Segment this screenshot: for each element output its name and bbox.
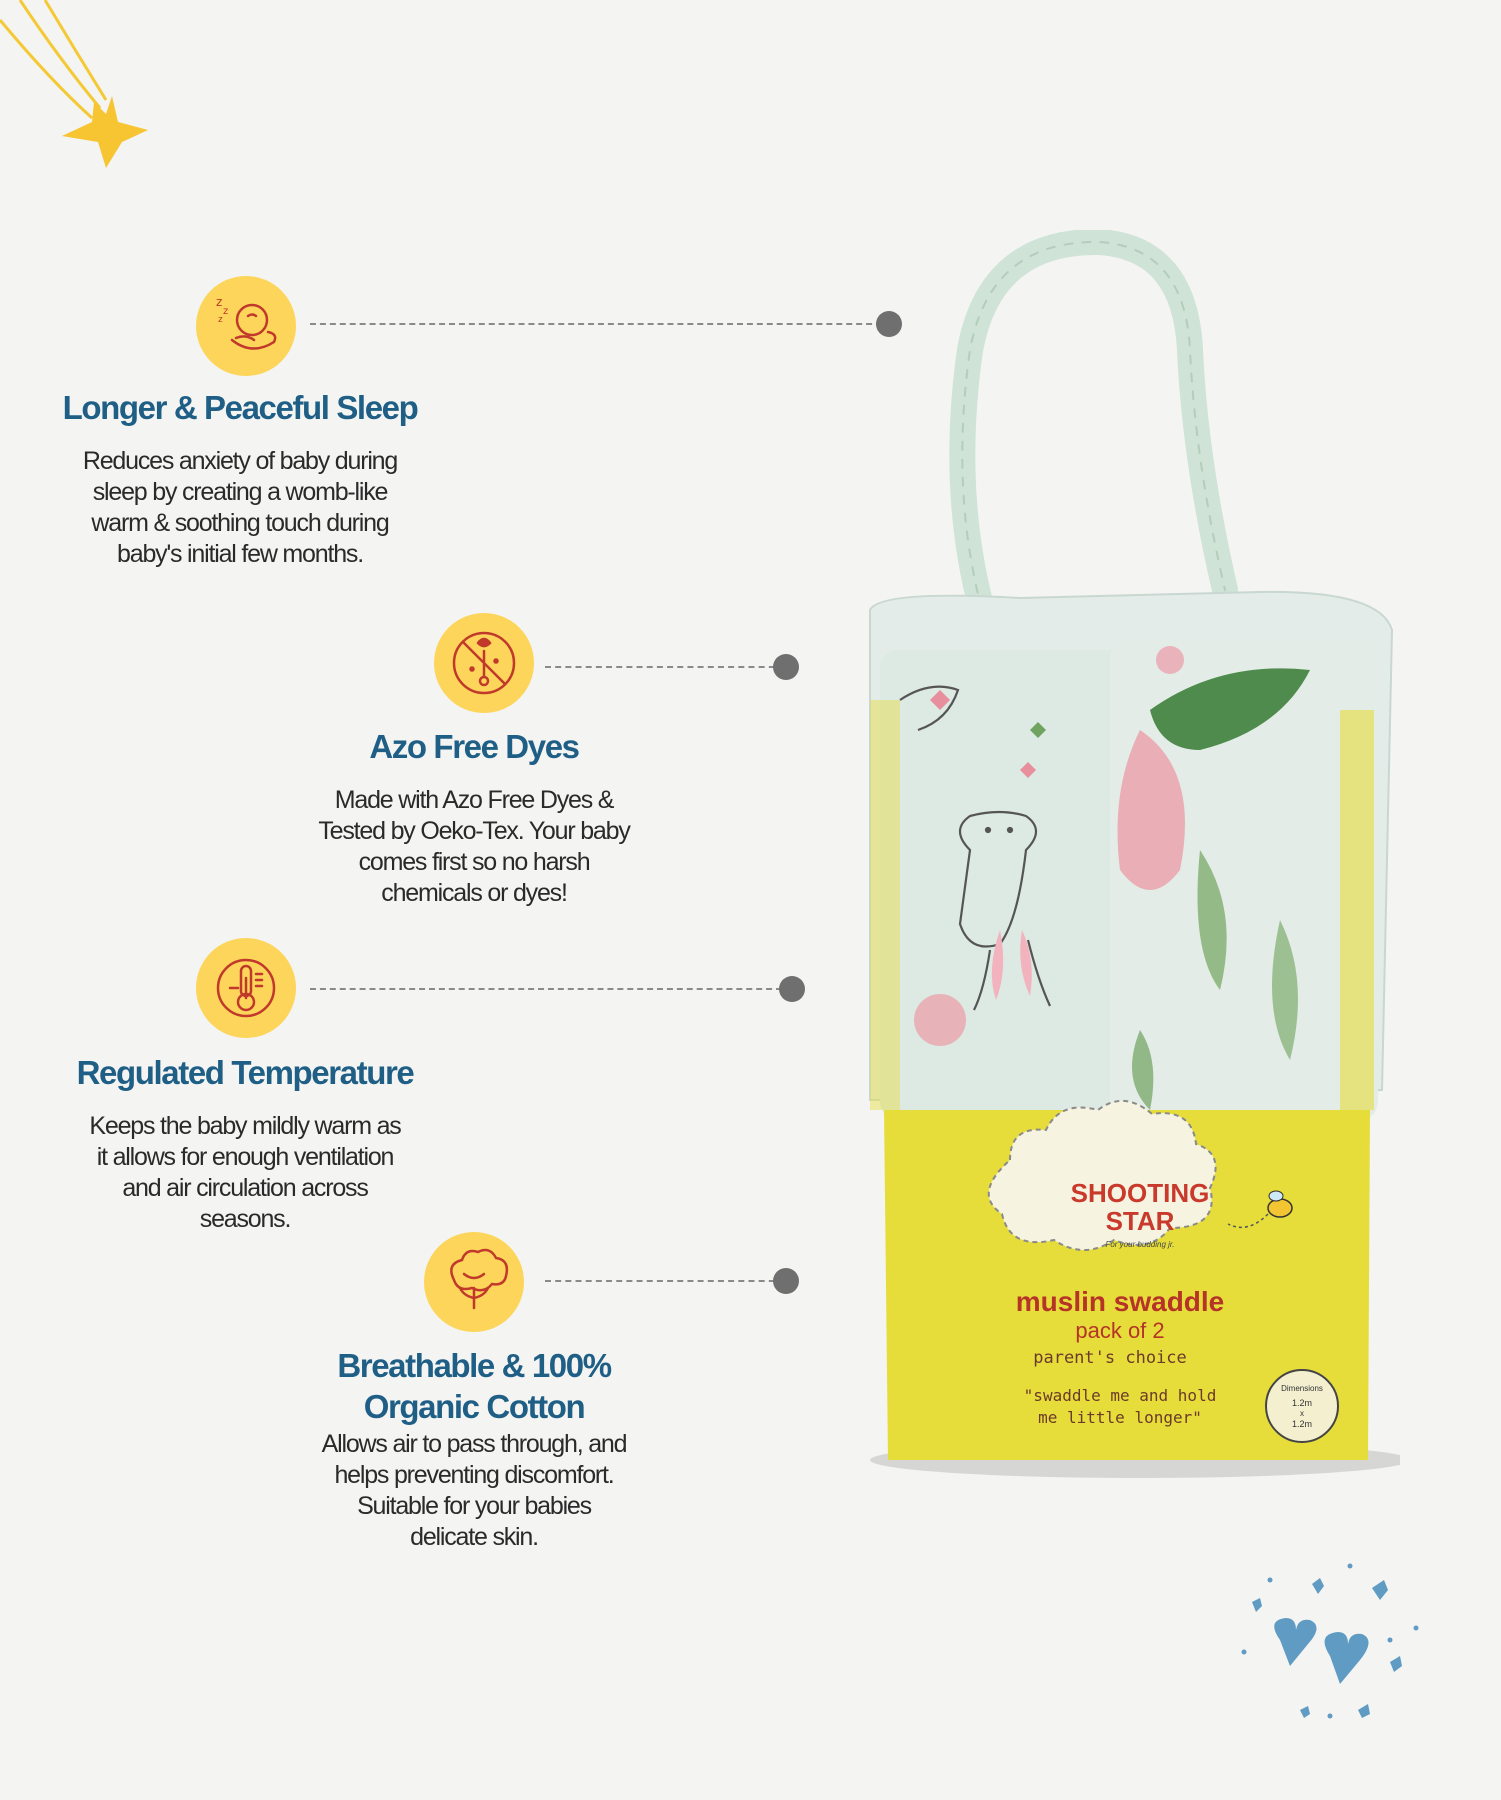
brand-name-line2: STAR: [1105, 1206, 1175, 1236]
sleeping-baby-icon: [196, 276, 296, 376]
thermometer-icon: [196, 938, 296, 1038]
feature-desc-temperature: Keeps the baby mildly warm as it allows for enough ventilation and air circulation across seasons.: [89, 1112, 401, 1233]
shooting-star-decoration: [0, 0, 160, 180]
feature-desc-sleep: Reduces anxiety of baby during sleep by creating a womb-like warm & soothing touch during baby's initial few months.: [82, 447, 398, 568]
svg-text:z: z: [223, 306, 229, 317]
feature-title-azo: Azo Free Dyes: [369, 728, 579, 765]
dimensions-x: x: [1300, 1409, 1304, 1418]
no-dye-icon: [434, 613, 534, 713]
dimensions-height: 1.2m: [1291, 1419, 1312, 1429]
dimensions-label: Dimensions: [1281, 1384, 1323, 1393]
feature-title-cotton: Breathable & 100% Organic Cotton: [337, 1347, 611, 1425]
swaddle-roll-left: [880, 650, 1126, 1120]
connector-line-3: [310, 988, 782, 990]
connector-line-4: [545, 1280, 785, 1282]
feature-desc-azo: Made with Azo Free Dyes & Tested by Oeko-Tex. Your baby comes first so no harsh chemicals or dyes!: [318, 786, 630, 907]
star-icon: [62, 96, 148, 168]
feature-title-sleep: Longer & Peaceful Sleep: [62, 389, 418, 426]
parents-choice-badge: parent's choice: [1033, 1348, 1187, 1368]
connector-dot-4: [773, 1268, 799, 1294]
brand-tagline: For your budding jr.: [1105, 1240, 1175, 1249]
product-pack: pack of 2: [1075, 1318, 1165, 1343]
product-name: muslin swaddle: [1015, 1286, 1225, 1317]
svg-text:z: z: [218, 315, 223, 325]
connector-line-1: [310, 323, 882, 325]
heart-icon: [1274, 1618, 1316, 1666]
connector-line-2: [545, 666, 785, 668]
svg-text:z: z: [216, 295, 223, 309]
cotton-flower-icon: [424, 1232, 524, 1332]
connector-dot-2: [773, 654, 799, 680]
product-quote-line2: me little longer": [1038, 1408, 1202, 1427]
connector-dot-3: [779, 976, 805, 1002]
heart-icon: [1325, 1632, 1369, 1684]
product-quote-line1: "swaddle me and hold: [1023, 1386, 1217, 1405]
hearts-decoration: [1240, 1560, 1430, 1740]
feature-title-temperature: Regulated Temperature: [76, 1054, 414, 1091]
feature-desc-cotton: Allows air to pass through, and helps preventing discomfort. Suitable for your babies delicate skin.: [321, 1430, 627, 1551]
brand-name-line1: SHOOTING: [1070, 1178, 1210, 1208]
rope-handle: [962, 242, 1225, 610]
dimensions-width: 1.2m: [1291, 1398, 1312, 1408]
